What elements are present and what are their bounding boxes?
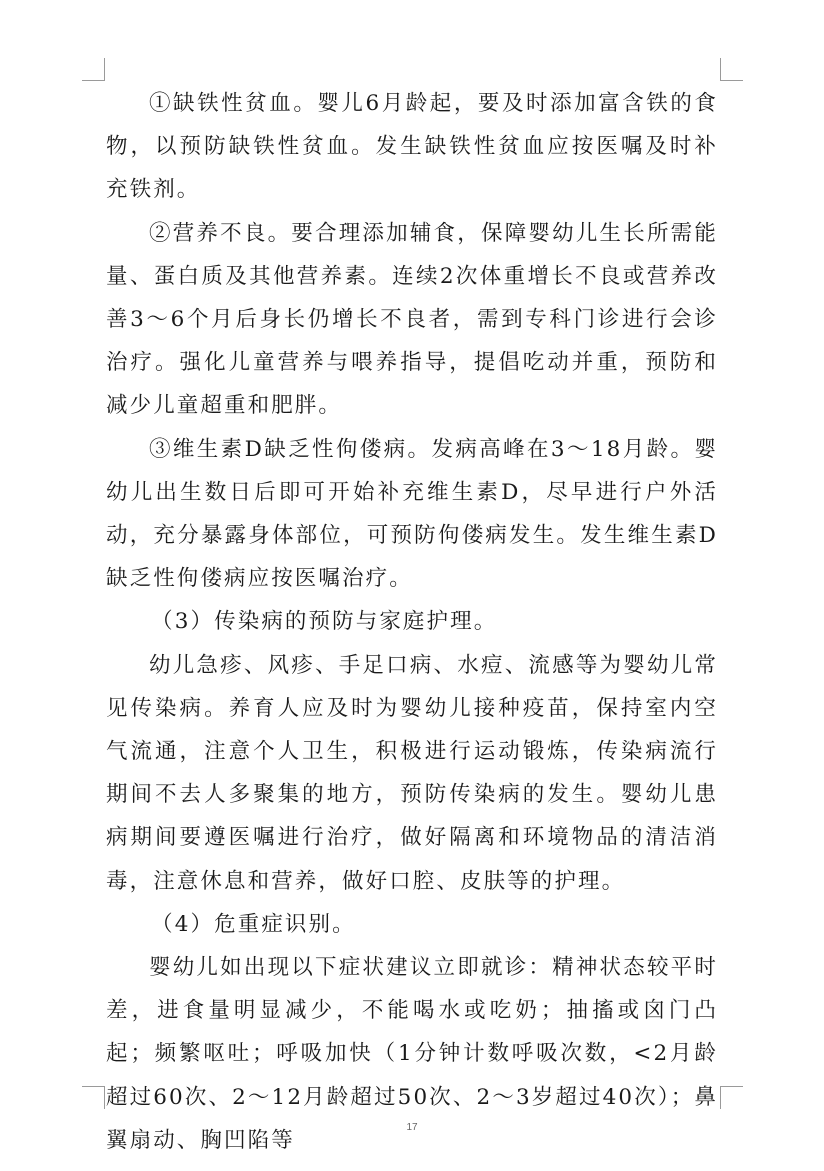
crop-mark-top-right — [720, 58, 743, 81]
section-heading-infectious-disease: （3）传染病的预防与家庭护理。 — [151, 609, 498, 635]
paragraph-rickets: ③维生素D缺乏性佝偻病。发病高峰在3～18月龄。婴幼儿出生数日后即可开始补充维生素D，尽早进行户外活动，充分暴露身体部位，可预防佝偻病发生。发生维生素D缺乏性佝偻病应按医嘱治疗。 — [106, 436, 718, 592]
page-number: 17 — [406, 1122, 418, 1133]
paragraph-infectious-disease: 幼儿急疹、风疹、手足口病、水痘、流感等为婴幼儿常见传染病。养育人应及时为婴幼儿接种疫苗，保持室内空气流通，注意个人卫生，积极进行运动锻炼，传染病流行期间不去人多聚集的地方，预防传染病的发生。婴幼儿患病期间要遵医嘱进行治疗，做好隔离和环境物品的清洁消毒，注意休息和营养，做好口腔、皮肤等的护理。 — [106, 652, 718, 894]
section-heading-critical-illness: （4）危重症识别。 — [151, 911, 356, 937]
paragraph-iron-deficiency-anemia: ①缺铁性贫血。婴儿6月龄起，要及时添加富含铁的食物，以预防缺铁性贫血。发生缺铁性贫血应按医嘱及时补充铁剂。 — [106, 91, 718, 203]
crop-mark-bottom-right — [720, 1086, 743, 1109]
paragraph-malnutrition: ②营养不良。要合理添加辅食，保障婴幼儿生长所需能量、蛋白质及其他营养素。连续2次体重增长不良或营养改善3～6个月后身长仍增长不良者，需到专科门诊进行会诊治疗。强化儿童营养与喂养指导，提倡吃动并重，预防和减少儿童超重和肥胖。 — [106, 220, 718, 419]
paragraph-critical-illness: 婴幼儿如出现以下症状建议立即就诊：精神状态较平时差，进食量明显减少，不能喝水或吃奶；抽搐或囟门凸起；频繁呕吐；呼吸加快（1分钟计数呼吸次数，<2月龄超过60次、2～12月龄超过50次、2～3岁超过40次）；鼻翼扇动、胸凹陷等 — [106, 955, 718, 1153]
page-body — [106, 82, 718, 1162]
crop-mark-bottom-left — [82, 1086, 105, 1109]
crop-mark-top-left — [82, 58, 105, 81]
